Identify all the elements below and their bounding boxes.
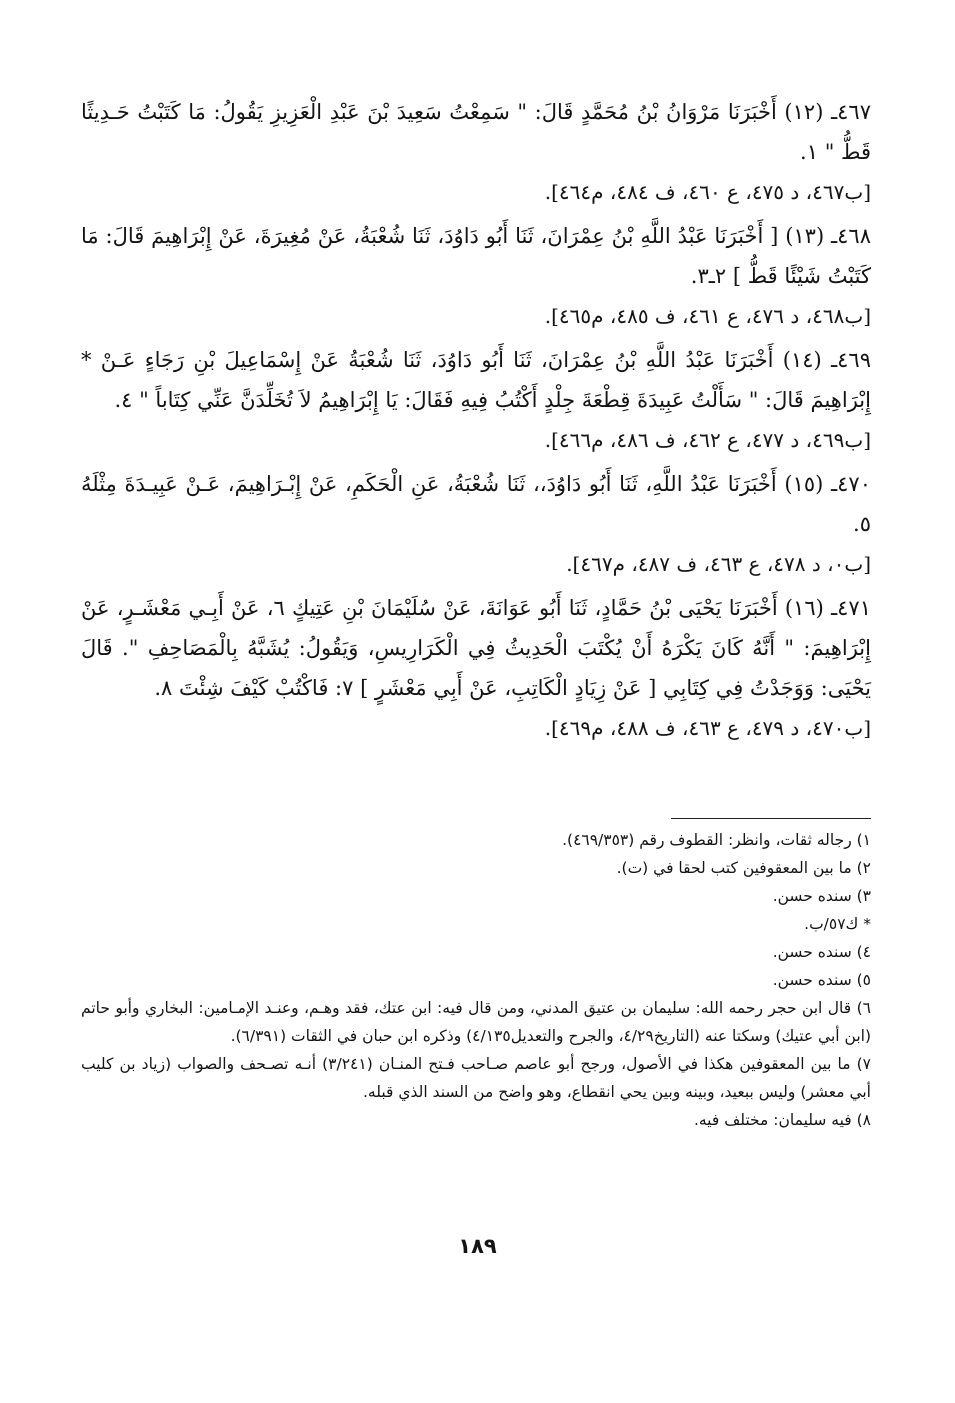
reference-467: [ب٤٦٧، د ٤٧٥، ع ٤٦٠، ف ٤٨٤، م٤٦٤]. [544,180,871,204]
main-text [81,92,871,752]
hadith-471: ٤٧١ـ (١٦) أَخْبَرَنَا يَحْيَى بْنُ حَمَّادٍ، ثَنَا أَبُو عَوَانَةَ، عَنْ سُلَيْمَانَ بْنِ عَتِيكٍ ٦، عَنْ أَبِـي مَعْشَـرٍ، عَنْ إِبْرَاهِيمَ: " أَنَّهُ كَانَ يَكْرَهُ أَنْ يُكْتَبَ الْحَدِيثُ فِي الْكَرَارِيسِ، وَيَقُولُ: يُشَبَّهُ بِالْمَصَاحِفِ ". قَالَ يَحْيَى: وَوَجَدْتُ فِي كِتَابِي [ عَنْ زِيَادٍ الْكَاتِبِ، عَنْ أَبِي مَعْشَرٍ ] ٧: فَاكْتُبْ كَيْفَ شِئْتَ ٨. [81,596,871,700]
reference-468: [ب٤٦٨، د ٤٧٦، ع ٤٦١، ف ٤٨٥، م٤٦٥]. [544,304,871,328]
footnote-3: ٣) سنده حسن. [772,887,871,905]
footnote-4: ٤) سنده حسن. [772,943,871,961]
reference-471: [ب٤٧٠، د ٤٧٩، ع ٤٦٣، ف ٤٨٨، م٤٦٩]. [544,716,871,740]
footnote-1: ١) رجاله ثقات، وانظر: القطوف رقم (٤٦٩/٣٥٣). [562,831,871,849]
footnote-7: ٧) ما بين المعقوفين هكذا في الأصول، ورجح أبو عاصم صـاحب فـتح المنـان (٣/٢٤١) أنـه تصـحف والصواب (زياد بن كليب أبي معشر) وليس ببعيد، وبينه وبين يحي انقطاع، وهو واضح من السند الذي قبله. [81,1055,871,1101]
footnote-star: * ك٥٧/ب. [804,915,871,933]
footnote-6: ٦) قال ابن حجر رحمه الله: سليمان بن عتيق المدني، ومن قال فيه: ابن عتك، فقد وهـم، وعنـد الإمـامين: البخاري وأبو حاتم (ابن أبي عتيك) وسكتا عنه (التاريخ٤/٢٩، والجرح والتعديل٤/١٣٥) وذكره ابن حبان في الثقات (٦/٣٩١). [81,999,871,1045]
footnotes [81,826,871,1134]
hadith-470: ٤٧٠ـ (١٥) أَخْبَرَنَا عَبْدُ اللَّهِ، ثَنَا أَبُو دَاوُدَ،، ثَنَا شُعْبَةُ، عَنِ الْحَكَمِ، عَنْ إِبْـرَاهِيمَ، عَـنْ عَبِيـدَةَ مِثْلَهُ ٥. [81,472,871,536]
page-number: ١٨٩ [458,1234,497,1258]
reference-470: [ب٠، د ٤٧٨، ع ٤٦٣، ف ٤٨٧، م٤٦٧]. [566,552,871,576]
footnote-2: ٢) ما بين المعقوفين كتب لحقا في (ت). [616,859,871,877]
hadith-467: ٤٦٧ـ (١٢) أَخْبَرَنَا مَرْوَانُ بْنُ مُحَمَّدٍ قَالَ: " سَمِعْتُ سَعِيدَ بْنَ عَبْدِ الْعَزِيزِ يَقُولُ: مَا كَتَبْتُ حَـدِيثًا قَطُّ " ١. [81,100,871,164]
footnote-8: ٨) فيه سليمان: مختلف فيه. [693,1111,871,1129]
hadith-469: ٤٦٩ـ (١٤) أَخْبَرَنَا عَبْدُ اللَّهِ بْنُ عِمْرَانَ، ثَنَا أَبُو دَاوُدَ، ثَنَا شُعْبَةُ عَنْ إِسْمَاعِيلَ بْنِ رَجَاءٍ عَـنْ * إِبْرَاهِيمَ قَالَ: " سَأَلْتُ عَبِيدَةَ قِطْعَةَ جِلْدٍ أَكْتُبُ فِيهِ فَقَالَ: يَا إِبْرَاهِيمُ لاَ تُخَلِّدَنَّ عَنِّي كِتَاباً " ٤. [81,348,871,412]
hadith-468: ٤٦٨ـ (١٣) [ أَخْبَرَنَا عَبْدُ اللَّهِ بْنُ عِمْرَانَ، ثَنَا أَبُو دَاوُدَ، ثَنَا شُعْبَةُ، عَنْ مُغِيرَةَ، عَنْ إِبْرَاهِيمَ قَالَ: مَا كَتَبْتُ شَيْئًا قَطُّ ] ٢ـ٣. [81,224,871,288]
reference-469: [ب٤٦٩، د ٤٧٧، ع ٤٦٢، ف ٤٨٦، م٤٦٦]. [544,428,871,452]
footnote-5: ٥) سنده حسن. [772,971,871,989]
footnote-divider [671,818,871,819]
